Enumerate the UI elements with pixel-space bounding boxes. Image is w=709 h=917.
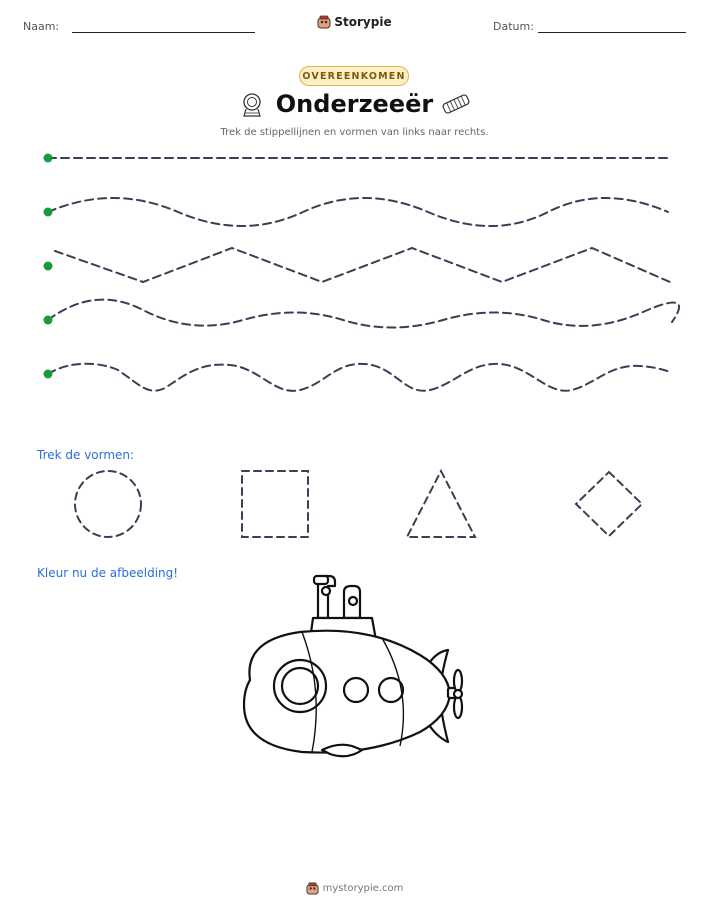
- shapes-label: Trek de vormen:: [37, 448, 135, 462]
- storypie-logo-icon: [306, 882, 319, 895]
- color-label: Kleur nu de afbeelding!: [37, 566, 179, 580]
- brand-name: Storypie: [334, 15, 392, 29]
- trace-diamond[interactable]: [576, 472, 642, 536]
- category-badge-text: OVEREENKOMEN: [302, 70, 406, 82]
- start-dot-3: [44, 262, 53, 271]
- start-dot-5: [44, 370, 53, 379]
- start-dot-1: [44, 154, 53, 163]
- page-title: Onderzeeër: [275, 90, 434, 118]
- instructions: Trek de stippellijnen en vormen van links naar rechts.: [220, 127, 489, 138]
- footer-url[interactable]: mystorypie.com: [322, 883, 404, 894]
- trace-circle[interactable]: [75, 471, 141, 537]
- footer: [0, 880, 709, 899]
- name-label: Naam:: [23, 20, 60, 33]
- trace-square[interactable]: [242, 471, 308, 537]
- date-label: Datum:: [493, 20, 534, 33]
- trace-line-wave-2[interactable]: [48, 300, 679, 328]
- trace-line-zigzag[interactable]: [55, 248, 670, 282]
- trace-triangle[interactable]: [407, 471, 475, 537]
- submarine-coloring-image[interactable]: [230, 570, 480, 770]
- trace-shapes: [0, 460, 709, 550]
- start-dot-2: [44, 208, 53, 217]
- tracing-lines: [0, 0, 709, 420]
- trace-line-wave-1[interactable]: [48, 198, 668, 226]
- trace-line-wave-3[interactable]: [48, 364, 670, 391]
- start-dot-4: [44, 316, 53, 325]
